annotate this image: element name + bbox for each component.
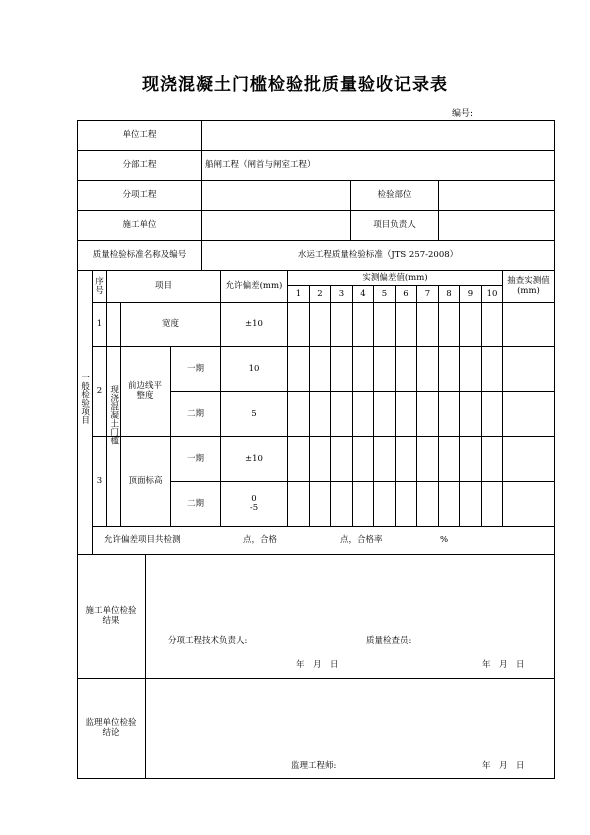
measure-num: 2 <box>317 288 323 299</box>
section-label-cell <box>77 271 92 526</box>
summary-points-pass: 点，合格 <box>243 535 278 546</box>
row2-tol1: 10 <box>248 363 260 374</box>
summary-pass-rate: 点，合格率 <box>340 535 383 546</box>
frame-bottom <box>77 778 555 779</box>
construction-unit-label: 施工单位 <box>122 220 157 231</box>
measure-num: 6 <box>403 288 409 299</box>
project-leader-label: 项目负责人 <box>373 220 416 231</box>
line-m3 <box>352 285 353 526</box>
row1-seq: 1 <box>96 319 103 330</box>
row1-item: 宽度 <box>161 319 179 330</box>
supervision-result-label: 监理单位检验结论 <box>85 717 137 738</box>
line-m0 <box>287 270 288 526</box>
row3-sub2: 二期 <box>186 498 204 509</box>
page-title: 现浇混凝土门槛检验批质量验收记录表 <box>142 75 448 95</box>
line-m10 <box>502 270 503 526</box>
inspector-label: 质量检查员: <box>366 635 412 646</box>
row2-tol2: 5 <box>251 408 257 419</box>
standard-label: 质量检验标准名称及编号 <box>92 250 187 261</box>
tech-leader-label: 分项工程技术负责人: <box>168 635 248 646</box>
col-tol-header: 允许偏差(mm) <box>225 281 283 292</box>
row3-tol2-upper: 0 <box>251 494 257 505</box>
supervision-engineer-label: 监理工程师: <box>291 760 337 771</box>
col-seq-header: 序号 <box>95 276 104 296</box>
row3-tol2 <box>221 482 287 526</box>
measure-num: 9 <box>467 288 474 299</box>
inspect-part-label: 检验部位 <box>377 190 412 201</box>
subpart-project-label: 分部工程 <box>122 160 157 171</box>
col-measured-header: 实测偏差值(mm) <box>362 272 428 283</box>
row3-item: 顶面标高 <box>128 476 163 487</box>
line-construction-bottom <box>77 678 555 679</box>
row2-sub2: 二期 <box>186 408 204 419</box>
row3-sub1: 一期 <box>186 453 204 464</box>
line-m8 <box>459 285 460 526</box>
row3-seq: 3 <box>96 476 103 487</box>
line-summary-bottom <box>77 554 555 555</box>
line-m5 <box>395 285 396 526</box>
measure-num: 3 <box>338 288 345 299</box>
row2-seq: 2 <box>96 386 103 397</box>
measure-num: 4 <box>360 288 366 299</box>
frame-right <box>554 120 555 778</box>
col-spot-header: 抽查实测值(mm) <box>507 276 550 296</box>
line-m6 <box>416 285 417 526</box>
line-m7 <box>438 285 439 526</box>
row2-sub1: 一期 <box>186 363 204 374</box>
col-item-header: 项目 <box>154 281 172 292</box>
measure-num: 7 <box>424 288 431 299</box>
summary-percent: % <box>440 535 449 546</box>
subpart-project-value: 船闸工程（闸首与闸室工程） <box>205 160 316 171</box>
measure-num: 10 <box>486 288 498 299</box>
row1-tol: ±10 <box>245 319 263 330</box>
supervision-date: 年 月 日 <box>482 760 525 771</box>
row3-tol2-lower: -5 <box>249 503 259 513</box>
construction-date-1: 年 月 日 <box>296 659 339 670</box>
summary-prefix: 允许偏差项目共检测 <box>104 535 181 546</box>
construction-result-label: 施工单位检验结果 <box>85 605 137 626</box>
line-m2 <box>330 285 331 526</box>
measure-num: 8 <box>446 288 452 299</box>
unit-project-label: 单位工程 <box>122 130 157 141</box>
measure-num: 1 <box>295 288 302 299</box>
row3-tol1: ±10 <box>245 453 263 464</box>
group-label: 现浇混凝土门槛 <box>108 384 119 445</box>
standard-value: 水运工程质量检验标准（JTS 257-2008） <box>297 250 459 261</box>
line-result-v <box>145 554 146 778</box>
code-label: 编号: <box>452 109 474 119</box>
construction-date-2: 年 月 日 <box>482 659 525 670</box>
measure-num: 5 <box>381 288 388 299</box>
line-header-v3 <box>438 180 439 240</box>
line-m9 <box>481 285 482 526</box>
line-m1 <box>309 285 310 526</box>
row2-item: 前边线平整度 <box>128 380 163 401</box>
section-label: 一般检验项目 <box>79 373 90 424</box>
group-label-cell <box>107 303 120 526</box>
item-project-label: 分项工程 <box>122 190 157 201</box>
line-m4 <box>373 285 374 526</box>
